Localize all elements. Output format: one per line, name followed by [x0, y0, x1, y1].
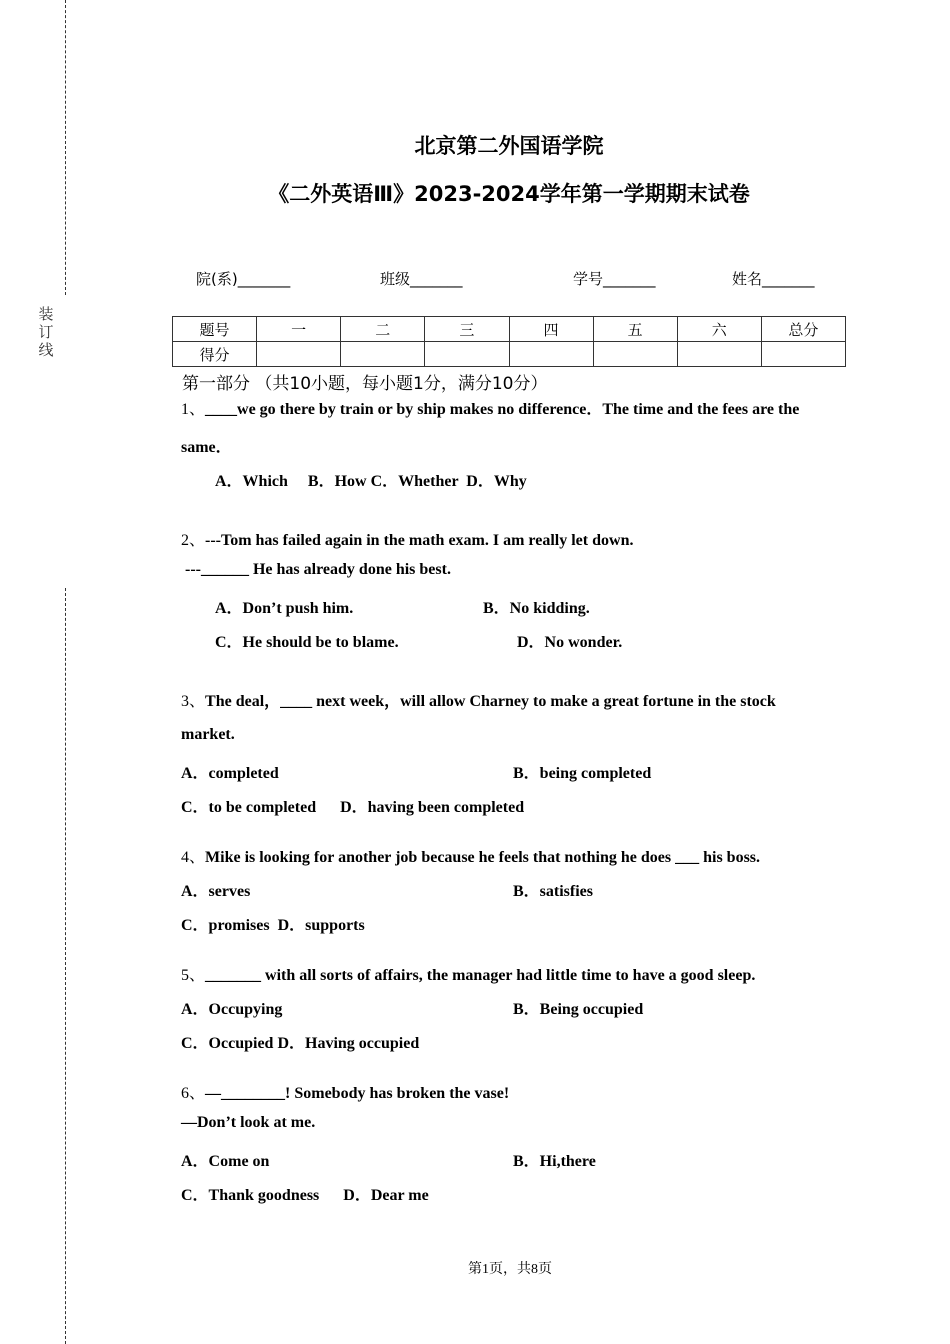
question-number: 2、	[181, 532, 206, 549]
question-3-option-b: B．being completed	[513, 765, 652, 782]
name-field: 姓名_______	[732, 270, 815, 288]
question-text: _______ with all sorts of affairs, the manager had little time to have a good sleep.	[205, 967, 756, 984]
table-cell: 五	[593, 317, 677, 342]
question-2-option-d: D．No wonder.	[517, 634, 623, 651]
table-cell: 六	[677, 317, 761, 342]
section-heading: 第一部分 （共10小题，每小题1分，满分10分）	[182, 374, 548, 394]
question-5-option-b: B．Being occupied	[513, 1001, 644, 1018]
question-number: 4、	[181, 849, 206, 866]
school-title: 北京第二外国语学院	[414, 134, 604, 158]
question-6-stem-cont: —Don’t look at me.	[181, 1114, 316, 1131]
binding-char: 装	[38, 305, 54, 323]
question-text: —________! Somebody has broken the vase!	[205, 1085, 510, 1102]
question-text: ---Tom has failed again in the math exam. I am really let down.	[205, 532, 634, 549]
table-cell: 四	[509, 317, 593, 342]
question-number: 6、	[181, 1085, 206, 1102]
question-2-option-a: A．Don’t push him.	[215, 600, 354, 617]
score-cell	[257, 342, 341, 367]
binding-label	[38, 305, 54, 359]
table-cell: 一	[257, 317, 341, 342]
question-number: 5、	[181, 967, 206, 984]
question-number: 1、	[181, 401, 206, 418]
question-5-stem	[181, 962, 755, 985]
question-3-option-cd: C．to be completed D．having been completed	[181, 799, 525, 816]
score-cell	[425, 342, 509, 367]
question-4-option-a: A．serves	[181, 883, 251, 900]
binding-char: 订	[38, 323, 54, 341]
question-3-stem	[181, 688, 776, 711]
class-field: 班级_______	[380, 270, 463, 288]
student-id-field: 学号_______	[573, 270, 656, 288]
question-number: 3、	[181, 693, 206, 710]
question-2-stem-cont: ---______ He has already done his best.	[185, 561, 451, 578]
score-cell	[509, 342, 593, 367]
question-6-option-b: B．Hi,there	[513, 1153, 596, 1170]
score-table	[172, 316, 846, 367]
exam-title: 《二外英语Ⅲ》2023-2024学年第一学期期末试卷	[268, 182, 750, 206]
question-text: ____we go there by train or by ship makes no difference．The time and the fees are the	[205, 401, 800, 418]
question-2-option-b: B．No kidding.	[483, 600, 590, 617]
question-4-option-b: B．satisfies	[513, 883, 594, 900]
question-6-stem	[181, 1080, 509, 1103]
question-3-stem-cont: market.	[181, 726, 235, 743]
question-text: The deal，____ next week，will allow Charney to make a great fortune in the stock	[205, 693, 776, 710]
question-4-option-cd: C．promises D．supports	[181, 917, 365, 934]
table-cell: 总分	[761, 317, 845, 342]
question-text: Mike is looking for another job because he feels that nothing he does ___ his boss.	[205, 849, 761, 866]
score-cell	[677, 342, 761, 367]
score-table-header-row	[173, 317, 846, 342]
question-1-stem-cont: same．	[181, 439, 232, 456]
question-2-stem	[181, 527, 633, 550]
question-3-option-a: A．completed	[181, 765, 279, 782]
page-footer: 第1页，共8页	[468, 1262, 552, 1277]
question-1-stem	[181, 396, 799, 419]
binding-line-bottom	[65, 588, 66, 1344]
table-cell: 三	[425, 317, 509, 342]
question-6-option-cd: C．Thank goodness D．Dear me	[181, 1187, 429, 1204]
table-cell: 二	[341, 317, 425, 342]
score-table-score-row	[173, 342, 846, 367]
table-cell: 题号	[173, 317, 257, 342]
question-2-option-c: C．He should be to blame.	[215, 634, 399, 651]
question-1-options: A．Which B．How C．Whether D．Why	[215, 473, 527, 490]
table-cell: 得分	[173, 342, 257, 367]
binding-char: 线	[38, 341, 54, 359]
question-5-option-a: A．Occupying	[181, 1001, 283, 1018]
score-cell	[341, 342, 425, 367]
question-6-option-a: A．Come on	[181, 1153, 270, 1170]
department-field: 院(系)_______	[196, 270, 291, 288]
question-4-stem	[181, 844, 760, 867]
score-cell	[761, 342, 845, 367]
score-cell	[593, 342, 677, 367]
question-5-option-cd: C．Occupied D．Having occupied	[181, 1035, 420, 1052]
